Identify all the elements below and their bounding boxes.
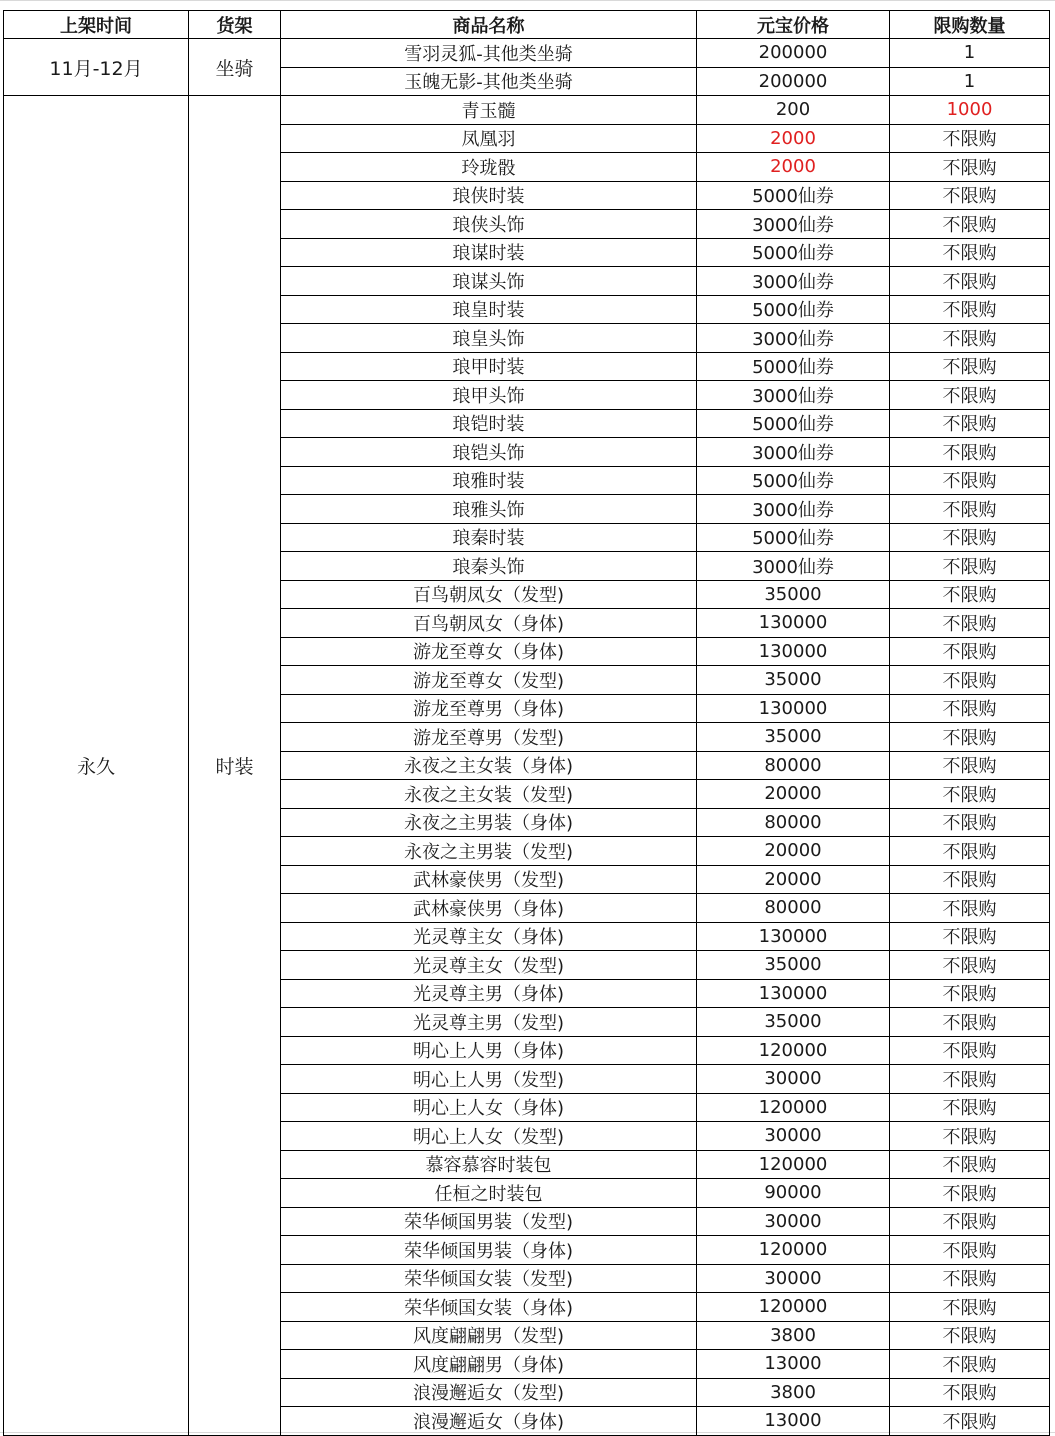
price-cell: 3000仙券 — [697, 381, 890, 410]
header-item-name: 商品名称 — [281, 11, 697, 39]
limit-cell: 不限购 — [890, 552, 1050, 581]
price-cell: 130000 — [697, 637, 890, 666]
limit-cell: 不限购 — [890, 409, 1050, 438]
item-name-cell: 琅秦头饰 — [281, 552, 697, 581]
header-listing-time: 上架时间 — [4, 11, 189, 39]
item-name-cell: 琅侠时装 — [281, 181, 697, 210]
price-cell: 120000 — [697, 1236, 890, 1265]
item-name-cell: 永夜之主男装（发型) — [281, 837, 697, 866]
listing-time-cell: 永久 — [4, 96, 189, 1436]
limit-cell: 不限购 — [890, 865, 1050, 894]
item-name-cell: 琅皇时装 — [281, 295, 697, 324]
price-cell: 2000 — [697, 124, 890, 153]
price-cell: 5000仙券 — [697, 523, 890, 552]
item-name-cell: 荣华倾国男装（身体) — [281, 1236, 697, 1265]
price-cell: 3000仙券 — [697, 324, 890, 353]
item-name-cell: 游龙至尊女（发型) — [281, 666, 697, 695]
item-name-cell: 永夜之主女装（发型) — [281, 780, 697, 809]
price-cell: 5000仙券 — [697, 352, 890, 381]
item-name-cell: 琅铠时装 — [281, 409, 697, 438]
price-cell: 35000 — [697, 723, 890, 752]
limit-cell: 1 — [890, 39, 1050, 68]
item-name-cell: 琅侠头饰 — [281, 210, 697, 239]
price-cell: 30000 — [697, 1264, 890, 1293]
limit-cell: 不限购 — [890, 1350, 1050, 1379]
item-name-cell: 荣华倾国男装（发型) — [281, 1207, 697, 1236]
limit-cell: 不限购 — [890, 210, 1050, 239]
table-row — [4, 39, 1050, 68]
price-cell: 130000 — [697, 609, 890, 638]
price-cell: 3800 — [697, 1321, 890, 1350]
item-name-cell: 明心上人女（身体) — [281, 1093, 697, 1122]
price-cell: 80000 — [697, 894, 890, 923]
price-cell: 120000 — [697, 1036, 890, 1065]
price-cell: 5000仙券 — [697, 466, 890, 495]
item-name-cell: 浪漫邂逅女（身体) — [281, 1407, 697, 1436]
price-cell: 3800 — [697, 1378, 890, 1407]
item-name-cell: 慕容慕容时装包 — [281, 1150, 697, 1179]
item-name-cell: 玲珑骰 — [281, 153, 697, 182]
limit-cell: 1 — [890, 67, 1050, 96]
limit-cell: 不限购 — [890, 1378, 1050, 1407]
limit-cell: 不限购 — [890, 1236, 1050, 1265]
price-cell: 3000仙券 — [697, 210, 890, 239]
price-cell: 35000 — [697, 666, 890, 695]
item-name-cell: 凤凰羽 — [281, 124, 697, 153]
item-name-cell: 琅铠头饰 — [281, 438, 697, 467]
item-name-cell: 琅甲时装 — [281, 352, 697, 381]
limit-cell: 不限购 — [890, 466, 1050, 495]
price-cell: 200000 — [697, 39, 890, 68]
shop-items-table — [3, 10, 1050, 1436]
price-cell: 3000仙券 — [697, 267, 890, 296]
price-cell: 5000仙券 — [697, 181, 890, 210]
price-cell: 3000仙券 — [697, 495, 890, 524]
item-name-cell: 光灵尊主男（发型) — [281, 1008, 697, 1037]
limit-cell: 不限购 — [890, 780, 1050, 809]
price-cell: 130000 — [697, 922, 890, 951]
limit-cell: 不限购 — [890, 181, 1050, 210]
price-cell: 20000 — [697, 865, 890, 894]
limit-cell: 不限购 — [890, 894, 1050, 923]
limit-cell: 不限购 — [890, 1093, 1050, 1122]
header-yuanbao-price: 元宝价格 — [697, 11, 890, 39]
limit-cell: 不限购 — [890, 694, 1050, 723]
shelf-cell: 坐骑 — [189, 39, 281, 96]
price-cell: 2000 — [697, 153, 890, 182]
price-cell: 200 — [697, 96, 890, 125]
price-cell: 120000 — [697, 1150, 890, 1179]
limit-cell: 不限购 — [890, 295, 1050, 324]
item-name-cell: 风度翩翩男（身体) — [281, 1350, 697, 1379]
limit-cell: 不限购 — [890, 979, 1050, 1008]
limit-cell: 不限购 — [890, 580, 1050, 609]
limit-cell: 不限购 — [890, 1179, 1050, 1208]
item-name-cell: 荣华倾国女装（身体) — [281, 1293, 697, 1322]
limit-cell: 不限购 — [890, 837, 1050, 866]
limit-cell: 不限购 — [890, 922, 1050, 951]
price-cell: 5000仙券 — [697, 295, 890, 324]
price-cell: 130000 — [697, 979, 890, 1008]
limit-cell: 不限购 — [890, 751, 1050, 780]
item-name-cell: 光灵尊主女（身体) — [281, 922, 697, 951]
item-name-cell: 青玉髓 — [281, 96, 697, 125]
limit-cell: 不限购 — [890, 438, 1050, 467]
item-name-cell: 永夜之主女装（身体) — [281, 751, 697, 780]
item-name-cell: 光灵尊主男（身体) — [281, 979, 697, 1008]
price-cell: 5000仙券 — [697, 238, 890, 267]
item-name-cell: 百鸟朝凤女（发型) — [281, 580, 697, 609]
limit-cell: 不限购 — [890, 495, 1050, 524]
limit-cell: 不限购 — [890, 1008, 1050, 1037]
header-shelf: 货架 — [189, 11, 281, 39]
limit-cell: 不限购 — [890, 267, 1050, 296]
price-cell: 5000仙券 — [697, 409, 890, 438]
listing-time-cell: 11月-12月 — [4, 39, 189, 96]
limit-cell: 不限购 — [890, 1321, 1050, 1350]
limit-cell: 不限购 — [890, 808, 1050, 837]
item-name-cell: 浪漫邂逅女（发型) — [281, 1378, 697, 1407]
limit-cell: 不限购 — [890, 352, 1050, 381]
limit-cell: 不限购 — [890, 1407, 1050, 1436]
item-name-cell: 武林豪侠男（身体) — [281, 894, 697, 923]
item-name-cell: 琅皇头饰 — [281, 324, 697, 353]
price-cell: 200000 — [697, 67, 890, 96]
item-name-cell: 荣华倾国女装（发型) — [281, 1264, 697, 1293]
price-cell: 90000 — [697, 1179, 890, 1208]
price-cell: 30000 — [697, 1122, 890, 1151]
item-name-cell: 琅雅头饰 — [281, 495, 697, 524]
limit-cell: 不限购 — [890, 609, 1050, 638]
limit-cell: 不限购 — [890, 523, 1050, 552]
price-cell: 130000 — [697, 694, 890, 723]
limit-cell: 不限购 — [890, 381, 1050, 410]
item-name-cell: 雪羽灵狐-其他类坐骑 — [281, 39, 697, 68]
limit-cell: 不限购 — [890, 637, 1050, 666]
item-name-cell: 百鸟朝凤女（身体) — [281, 609, 697, 638]
item-name-cell: 风度翩翩男（发型) — [281, 1321, 697, 1350]
price-cell: 35000 — [697, 951, 890, 980]
limit-cell: 不限购 — [890, 124, 1050, 153]
item-name-cell: 游龙至尊男（身体) — [281, 694, 697, 723]
limit-cell: 不限购 — [890, 1122, 1050, 1151]
limit-cell: 不限购 — [890, 951, 1050, 980]
item-name-cell: 任桓之时装包 — [281, 1179, 697, 1208]
item-name-cell: 琅秦时装 — [281, 523, 697, 552]
limit-cell: 不限购 — [890, 723, 1050, 752]
item-name-cell: 琅雅时装 — [281, 466, 697, 495]
table-row — [4, 96, 1050, 125]
item-name-cell: 琅谋时装 — [281, 238, 697, 267]
price-cell: 120000 — [697, 1293, 890, 1322]
price-cell: 30000 — [697, 1065, 890, 1094]
price-cell: 13000 — [697, 1350, 890, 1379]
header-purchase-limit: 限购数量 — [890, 11, 1050, 39]
item-name-cell: 武林豪侠男（发型) — [281, 865, 697, 894]
limit-cell: 不限购 — [890, 1036, 1050, 1065]
table-header — [4, 11, 1050, 39]
price-cell: 3000仙券 — [697, 552, 890, 581]
price-cell: 3000仙券 — [697, 438, 890, 467]
price-cell: 13000 — [697, 1407, 890, 1436]
price-cell: 20000 — [697, 780, 890, 809]
limit-cell: 不限购 — [890, 238, 1050, 267]
item-name-cell: 永夜之主男装（身体) — [281, 808, 697, 837]
price-cell: 35000 — [697, 580, 890, 609]
limit-cell: 不限购 — [890, 153, 1050, 182]
item-name-cell: 游龙至尊男（发型) — [281, 723, 697, 752]
shelf-cell: 时装 — [189, 96, 281, 1436]
price-cell: 20000 — [697, 837, 890, 866]
price-cell: 80000 — [697, 751, 890, 780]
item-name-cell: 明心上人女（发型) — [281, 1122, 697, 1151]
top-gridline — [0, 0, 1055, 1]
item-name-cell: 琅谋头饰 — [281, 267, 697, 296]
table-body — [4, 39, 1050, 1436]
price-cell: 30000 — [697, 1207, 890, 1236]
item-name-cell: 明心上人男（身体) — [281, 1036, 697, 1065]
limit-cell: 不限购 — [890, 324, 1050, 353]
price-cell: 120000 — [697, 1093, 890, 1122]
limit-cell: 不限购 — [890, 1150, 1050, 1179]
limit-cell: 不限购 — [890, 1264, 1050, 1293]
item-name-cell: 游龙至尊女（身体) — [281, 637, 697, 666]
limit-cell: 不限购 — [890, 666, 1050, 695]
header-row — [4, 11, 1050, 39]
limit-cell: 不限购 — [890, 1065, 1050, 1094]
item-name-cell: 明心上人男（发型) — [281, 1065, 697, 1094]
limit-cell: 1000 — [890, 96, 1050, 125]
price-cell: 35000 — [697, 1008, 890, 1037]
limit-cell: 不限购 — [890, 1293, 1050, 1322]
limit-cell: 不限购 — [890, 1207, 1050, 1236]
item-name-cell: 光灵尊主女（发型) — [281, 951, 697, 980]
price-cell: 80000 — [697, 808, 890, 837]
item-name-cell: 琅甲头饰 — [281, 381, 697, 410]
item-name-cell: 玉魄无影-其他类坐骑 — [281, 67, 697, 96]
